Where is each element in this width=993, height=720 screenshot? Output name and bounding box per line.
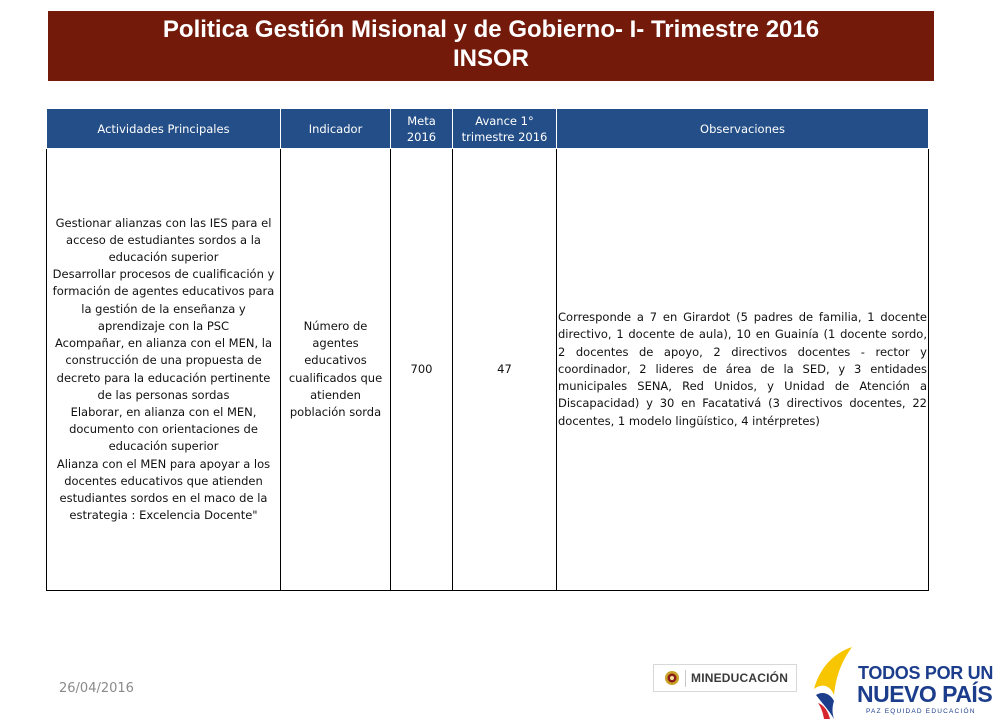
cell-observaciones: Corresponde a 7 en Girardot (5 padres de familia, 1 docente directivo, 1 docente de aula), 10 en Guainía (1 docente sordo, 2 docentes de apoyo, 2 directivos docentes - rector y coordinador, 2 lideres de área de la SED, y 3 entidades municipales SENA, Red Unidos, y Unidad de Atención a Discapacidad) y 30 en Facatativá (3 directivos docentes, 22 docentes, 1 modelo lingüístico, 4 intérpretes) — [557, 149, 929, 591]
mineducacion-logo — [653, 664, 797, 692]
activity-item: Gestionar alianzas con las IES para el acceso de estudiantes sordos a la educación superior — [55, 215, 272, 265]
logo-divider — [685, 670, 686, 687]
activities-table — [46, 108, 929, 591]
cell-avance: 47 — [453, 149, 557, 591]
cell-meta: 700 — [391, 149, 453, 591]
title-banner — [48, 11, 934, 81]
header-meta: Meta 2016 — [391, 109, 453, 149]
activity-item: Alianza con el MEN para apoyar a los docentes educativos que atienden estudiantes sordos en el maco de la estrategia : Excelencia Docente" — [56, 456, 271, 523]
table-row — [47, 149, 929, 591]
activity-item: Acompañar, en alianza con el MEN, la construcción de una propuesta de decreto para la educación pertinente de las personas sordas — [54, 336, 273, 402]
footer-date: 26/04/2016 — [59, 681, 134, 696]
header-observaciones: Observaciones — [557, 109, 929, 149]
header-indicador: Indicador — [281, 109, 391, 149]
page-title: Politica Gestión Misional y de Gobierno- I- Trimestre 2016 — [162, 16, 820, 43]
header-avance: Avance 1° trimestre 2016 — [453, 109, 557, 149]
logo-tagline: PAZ EQUIDAD EDUCACIÓN — [866, 708, 976, 715]
coat-of-arms-icon — [664, 670, 680, 686]
cell-actividades — [47, 149, 281, 591]
header-actividades: Actividades Principales — [47, 109, 281, 149]
flag-swoosh-icon — [808, 645, 858, 720]
mineducacion-text: MINEDUCACIÓN — [691, 671, 789, 685]
logo-line1: TODOS POR UN — [858, 663, 993, 683]
logo-line2: NUEVO PAÍS — [857, 681, 993, 707]
page-subtitle: INSOR — [452, 45, 529, 72]
cell-indicador: Número de agentes educativos cualificados que atienden población sorda — [281, 149, 391, 591]
table-header-row — [47, 109, 929, 149]
activity-item: Desarrollar procesos de cualificación y formación de agentes educativos para la gestión de la enseñanza y aprendizaje con la PSC — [52, 267, 275, 333]
activity-item: Elaborar, en alianza con el MEN, documento con orientaciones de educación superior — [69, 404, 258, 454]
todos-por-un-nuevo-pais-logo — [808, 645, 993, 720]
